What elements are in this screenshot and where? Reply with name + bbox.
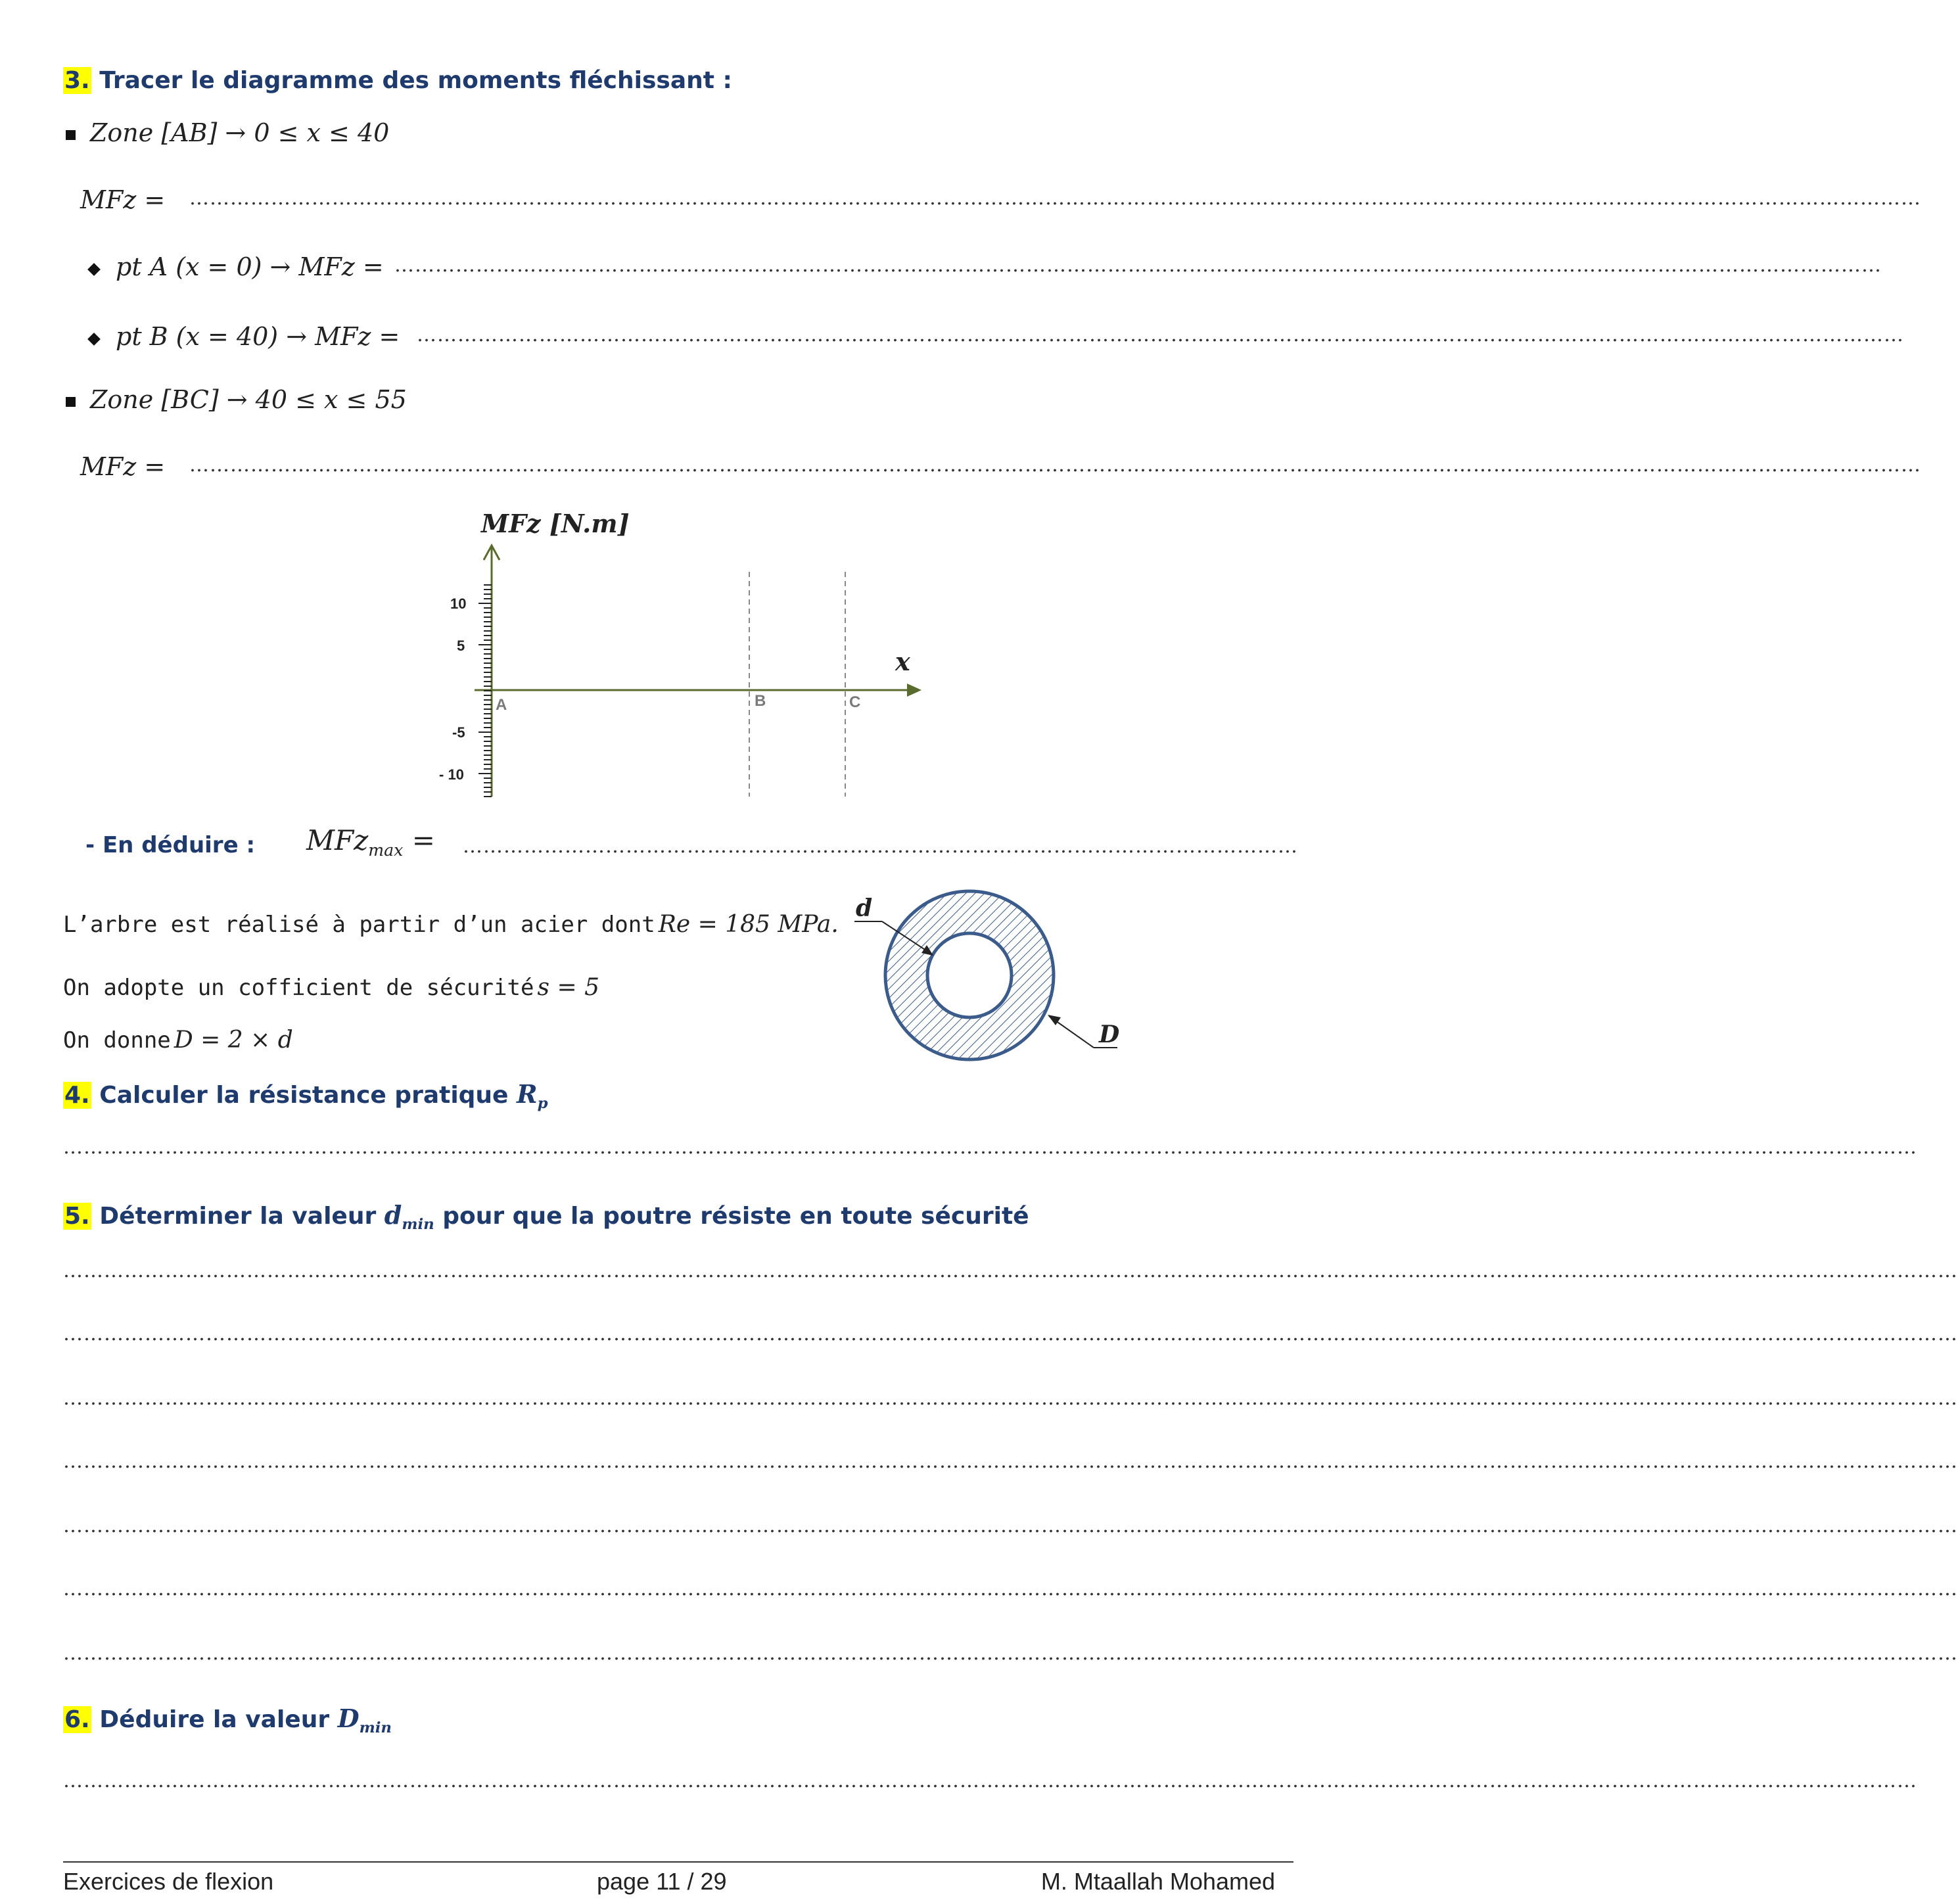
zone-ab-line: [66, 118, 389, 147]
hollow-shaft-section: [841, 887, 1131, 1084]
answer-line[interactable]: …………………………………………………………………………………………………………………………………………………………………………………………………………………………………………………: [63, 1769, 1917, 1792]
question-3-heading: [63, 67, 732, 94]
question-6-heading: [63, 1704, 392, 1736]
moment-diagram: [421, 506, 933, 802]
answer-line[interactable]: ………………………………………………………………………………………………………………………………………………………………………………………………………………………………………………………: [63, 1387, 1958, 1410]
answer-line[interactable]: …………………………………………………………………………………………………………………………………………………………………………………………………………………………………: [189, 453, 1921, 476]
donne-text: [63, 1027, 293, 1054]
steel-text-prefix: L’arbre est réalisé à partir d’un acier dont: [63, 912, 655, 938]
question-6-title: Déduire la valeur: [99, 1706, 330, 1733]
question-5-title-a: Déterminer la valeur: [99, 1203, 377, 1230]
section-label-d: d: [856, 894, 873, 922]
rp-sub: p: [537, 1094, 548, 1112]
inner-circle: [927, 933, 1012, 1017]
pt-b-line: [89, 322, 400, 351]
point-b-label: B: [755, 692, 766, 710]
question-4-number: 4.: [64, 1082, 90, 1109]
question-4-title: Calculer la résistance pratique: [99, 1082, 509, 1109]
rp-symbol: [517, 1079, 548, 1112]
Dmin-sub: min: [359, 1719, 392, 1736]
pt-a-line: [89, 252, 384, 281]
dmin-main: d: [384, 1200, 402, 1230]
footer-divider: [63, 1861, 1294, 1863]
answer-line[interactable]: ………………………………………………………………………………………………………………………………………………………………………………………………………………………………………………………: [63, 1642, 1958, 1665]
zone-bc-text: Zone [BC] → 40 ≤ x ≤ 55: [90, 385, 407, 414]
ytick-label: - 10: [439, 766, 464, 783]
diamond-bullet-icon: [87, 263, 101, 276]
x-axis-arrow-icon: [907, 684, 921, 697]
footer-author: M. Mtaallah Mohamed: [1040, 1868, 1275, 1895]
donne-text-prefix: On donne: [63, 1027, 171, 1054]
pt-b-text: pt B (x = 40) → MFz =: [116, 322, 400, 351]
zone-bc-line: [66, 385, 407, 414]
answer-line[interactable]: ………………………………………………………………………………………………………………………………………………………………………………………………………………………………………………………: [63, 1577, 1958, 1600]
answer-line[interactable]: …………………………………………………………………………………………………………………………………………………………………………………………………: [417, 323, 1904, 346]
mfz-max-main: MFz: [306, 824, 369, 856]
question-5-heading: [63, 1200, 1029, 1233]
question-4-heading: [63, 1079, 548, 1112]
mfz-ab-label: MFz =: [80, 185, 166, 214]
question-3-title: Tracer le diagramme des moments fléchissant :: [99, 67, 732, 94]
question-5-title-b: pour que la poutre résiste en toute sécurité: [442, 1203, 1029, 1230]
zone-ab-text: Zone [AB] → 0 ≤ x ≤ 40: [90, 118, 390, 147]
donne-text-value: D = 2 × d: [174, 1027, 293, 1054]
mfz-max-sub: max: [368, 840, 404, 860]
question-6-number: 6.: [64, 1706, 90, 1733]
question-3-number: 3.: [64, 67, 90, 94]
square-bullet-icon: [66, 130, 76, 140]
point-c-label: C: [849, 693, 861, 711]
answer-line[interactable]: ………………………………………………………………………………………………………………………………………………………………………………………………………………………………………………………: [63, 1322, 1958, 1345]
dmin-symbol: [384, 1200, 434, 1233]
safety-text-prefix: On adopte un cofficient de sécurité: [63, 975, 534, 1001]
ytick-label: -5: [452, 724, 465, 741]
answer-line[interactable]: ……………………………………………………………………………………………………………: [463, 835, 1298, 858]
footer-left: Exercices de flexion: [63, 1868, 274, 1895]
Dmin-symbol: [337, 1704, 392, 1736]
diamond-bullet-icon: [87, 333, 101, 346]
answer-line[interactable]: …………………………………………………………………………………………………………………………………………………………………………………………………: [394, 254, 1882, 277]
ytick-label: 5: [457, 638, 465, 654]
rp-main: R: [517, 1079, 538, 1109]
pt-a-text: pt A (x = 0) → MFz =: [116, 252, 384, 281]
safety-text-value: s = 5: [537, 974, 599, 1001]
section-label-D: D: [1099, 1021, 1120, 1048]
steel-text: [63, 911, 839, 938]
safety-text: [63, 974, 599, 1001]
mfz-max-eq: =: [411, 824, 435, 856]
square-bullet-icon: [66, 397, 76, 407]
question-5-number: 5.: [64, 1203, 90, 1230]
answer-line[interactable]: …………………………………………………………………………………………………………………………………………………………………………………………………………………………………………………: [63, 1136, 1917, 1159]
footer-page-number: page 11 / 29: [597, 1868, 727, 1895]
ytick-label: 10: [450, 595, 467, 612]
graph-xlabel: x: [895, 647, 910, 676]
dmin-sub: min: [402, 1215, 434, 1233]
answer-line[interactable]: ………………………………………………………………………………………………………………………………………………………………………………………………………………………………………………………: [63, 1514, 1958, 1537]
mfz-bc-label: MFz =: [80, 452, 166, 481]
mfz-max-expression: [306, 824, 435, 860]
point-a-label: A: [496, 696, 507, 714]
Dmin-main: D: [337, 1704, 360, 1733]
answer-line[interactable]: …………………………………………………………………………………………………………………………………………………………………………………………………………………………………: [189, 187, 1921, 210]
steel-text-value: Re = 185 MPa.: [658, 911, 839, 938]
answer-line[interactable]: ………………………………………………………………………………………………………………………………………………………………………………………………………………………………………………………: [63, 1259, 1958, 1282]
en-deduire-label: - En déduire :: [85, 832, 256, 858]
answer-line[interactable]: ………………………………………………………………………………………………………………………………………………………………………………………………………………………………………………………: [63, 1450, 1958, 1473]
graph-ylabel: MFz [N.m]: [481, 509, 630, 538]
